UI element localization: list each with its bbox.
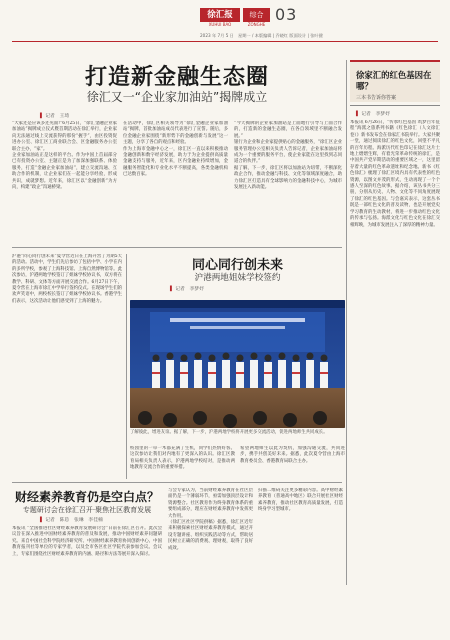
story1-paragraph: 据了解，下一步，徐汇区将以加油站为纽带，不断深化政企合作，推动金融与科技、文化等领域深度融合，助力徐汇区打造具有全球影响力的金融科技中心，为城市发展注入新动能。: [234, 165, 342, 191]
story2-right-text: 希望两地师生以此为契机，加强沟通交流，共同进步，携手共创美好未来。据悉，此次夏令营由上海市教育委员会、香港教育局联合主办。: [240, 446, 345, 464]
section-label: 综合: [243, 8, 270, 22]
sidebar-column: [350, 60, 440, 585]
newspaper-logo: 徐汇报: [200, 8, 240, 22]
sidebar-subtitle: 三本书告诉你答案: [356, 95, 397, 101]
story3-col1: 本报讯 “全国推进社区财经素养教育发展研讨会”日前在徐汇区召开。此次会议旨在深入推进中国财经素养教育的普及和发展，推动中国财经素养问题研究。来自中国社会科学院经济研究所、中国财经素养教育协同创新中心、中国教育报刊社等单位的专家学者，以及全市各区社区学院代表参加会议。会议上，专家们围绕社区财经素养教育的内涵、路径和方法等展开深入探讨。: [12, 526, 162, 557]
story3-col2: [168, 488, 253, 631]
byline-marker: ▌: [40, 518, 44, 523]
page-number: 03: [275, 5, 298, 24]
story1-headline: 打造新金融生态圈: [84, 64, 269, 90]
story3-title: 财经素养教育仍是空白点？: [14, 490, 159, 504]
story1-paragraph: 在活动中，徐汇区相关领导为“徐汇金融企业家加油站”揭牌，首批加油站成员代表进行了宣誓。随后，多位金融企业家围绕“新形势下的金融创新与发展”这一主题，分享了各自的观点和经验。: [123, 121, 228, 146]
column-divider: [126, 254, 127, 479]
byline-marker: ▌: [356, 112, 360, 117]
story1-byline-text: 记者 王琦: [45, 114, 70, 119]
section-label-pinyin: ZONGHE: [247, 22, 266, 27]
story2-byline-text: 记者 李梦妤: [175, 287, 205, 292]
story3-byline: [40, 516, 103, 523]
story2-byline: [170, 285, 204, 292]
dateline: 2023 年 7月 5 日 星期一 / 本版编辑 | 乔晓红 版面设计 | 张叶健: [200, 33, 323, 38]
byline-marker: ▌: [170, 287, 174, 292]
byline-marker: ▌: [40, 114, 44, 119]
story3-byline-text: 记者 陈恳 张琳 李佳楠: [45, 518, 103, 523]
story3-paragraph: 与会专家认为，当前财经素养教育在社区层面仍是一个薄弱环节，亟需加强顶层设计和资源整合。社区教育作为终身教育体系的重要组成部分，理应在财经素养教育中发挥更大作用。: [168, 488, 253, 519]
story1-paragraph: 企业家加油站正是这样的平台。作为中国上首届部分已有投资办公室、主题正是为了加深加强联系、体验服务，打造“金融企业家加油站”，建立交流沟通、互助合作的机制，让企业家们在一起能分享经验，形成共识，成就梦想。近年来，徐汇区以“金融创新”为方向，构建“政企”沟通桥梁。: [12, 153, 117, 191]
sidebar-byline-text: 记者 李梦妤: [361, 112, 391, 117]
sidebar-title: 徐家汇的红色基因在哪？: [356, 70, 432, 91]
sidebar-byline: [356, 110, 390, 117]
event-photo: [130, 300, 345, 428]
story-divider: [12, 482, 342, 483]
story3-col3: 扫描二维码关注更多精彩内容。高中财经素养教育（普通高中地区）联合开展社区财经素养教育，推动社区教育高质量发展，打造终身学习型城市。: [258, 488, 343, 513]
story2-subtitle: 沪港两地姐妹学校签约: [194, 273, 281, 283]
story1-col1: [12, 121, 117, 243]
sidebar-divider: [350, 105, 440, 106]
masthead: [0, 0, 450, 42]
story-divider: [12, 247, 342, 248]
newspaper-logo-pinyin: XUHUI BAO: [208, 22, 232, 27]
story2-title: 同心同行创未来: [191, 258, 283, 273]
masthead-rule: [12, 41, 438, 42]
photo-caption: 了解彼此，增进友谊。据了解，下一步，沪港两地学校将开展更多交流活动，促进两地师生共同成长。: [130, 430, 328, 435]
story2-left-text: 沪港“同心同行创未来”夏令营近日在上海开营了为期5天的活动。活动中，学生们先后参访了包括中学、小学在内的多所学校，参观了上海科技馆、上海自然博物馆等。此次参访，沪港两地学校签订了姐妹学校协议书，双方将在教学、科研、文体等方面开展交流合作。6月27日下午，夏令营在上海市徐汇中学举行签约仪式。在现场学生们的欢声笑语中，两校校长签订了姐妹学校协议书。香港学生们表示，这次活动让他们感受到了上海的魅力。: [12, 254, 122, 304]
story1-byline: [40, 112, 69, 119]
story1-subheadline: 徐汇又一“企业家加油站”揭牌成立: [86, 90, 268, 104]
sidebar-body: 本报讯 6月26日，“传承红色基因 筑梦百年征程”海派之旅系列书籍《红色徐汇（人文徐汇卷）》新书发布会在徐家汇书院举行。大家共聚一堂，通过阅读徐汇的红色文化，回望不平凡的百年历程。海派历代红色印记在徐汇这片土地上熠熠生辉，有着光荣革命传统的徐汇，是中国共产党早期活动的重要区域之一，这里留存着大量的红色革命遗址和纪念地。新书《红色徐汇》梳理了徐汇区境内具有代表性的红色资源，以图文并茂的形式，生动再现了一个个感人至深的红色故事。据介绍，该丛书共分三册，分别从历史、人物、文化等不同角度展现了徐汇的红色基因。与会嘉宾表示，这套丛书既是一部红色文化的普及读物，也是开展党史学习教育的生动教材，将进一步推动红色文化的传承与弘扬。海派文化与红色文化在徐汇交相辉映，为城市发展注入了深厚的精神力量。: [350, 120, 440, 228]
story1-col2: [123, 121, 228, 243]
story1-paragraph: 作为上海市金融中心之一，徐汇区一直以来积极推动金融创新和数字经济发展，助力于为企业提供高质量金融支持与服务，近年来，区内金融业持续增加，金融服务智能化和专业化水平不断提高，各类金融机构已达数百家。: [123, 146, 228, 178]
sidebar-title-box: [350, 60, 440, 102]
event-photo-illustration: [130, 300, 345, 428]
story1-col3: [234, 121, 342, 243]
story3-paragraph: （徐汇区社区学院供稿）据悉，徐汇区近年来积极探索社区财经素养教育模式，通过开设专题讲座、组织实践活动等方式，帮助居民树立正确的消费观、理财观，取得了良好成效。: [168, 520, 253, 551]
story1-paragraph: “大家还是应该多还见面!”6月25日，“徐汇金融企业家加油站”揭牌成立仪式暨首期活动在徐汇举行，企业家向无法通过线上交流获得的那份“握手”，由区投资促进办公室、徐汇区工商业联合会、区金融服务办公室联合主办，“家”。: [12, 121, 117, 152]
story3-subtitle: 专题研讨会在徐汇召开·聚焦社区教育发展: [22, 506, 152, 514]
column-divider: [346, 60, 347, 585]
story1-paragraph: “今天揭牌的企业家加油站是上面地行引导与上面合作的，打造新的金融生态圈，在各自领域里不断融合发展。”: [234, 121, 342, 139]
story2-mid-text: 校园里的一草一木都充满了生机，同学们热情好客。这次参访让我们对内地有了更深入的认识。徐汇区教育局相关负责人表示，沪港两地学校结对，是推动两地教育交流合作的重要举措。: [130, 446, 235, 471]
story1-paragraph: 银行为企业和企业家提供贴心的金融服务，“徐汇区企业服务管理办公室相关负责人告诉记者，企业家加油站将成为一个重要的服务平台，使企业家能在这里找到志同道合的伙伴。”: [234, 140, 342, 165]
